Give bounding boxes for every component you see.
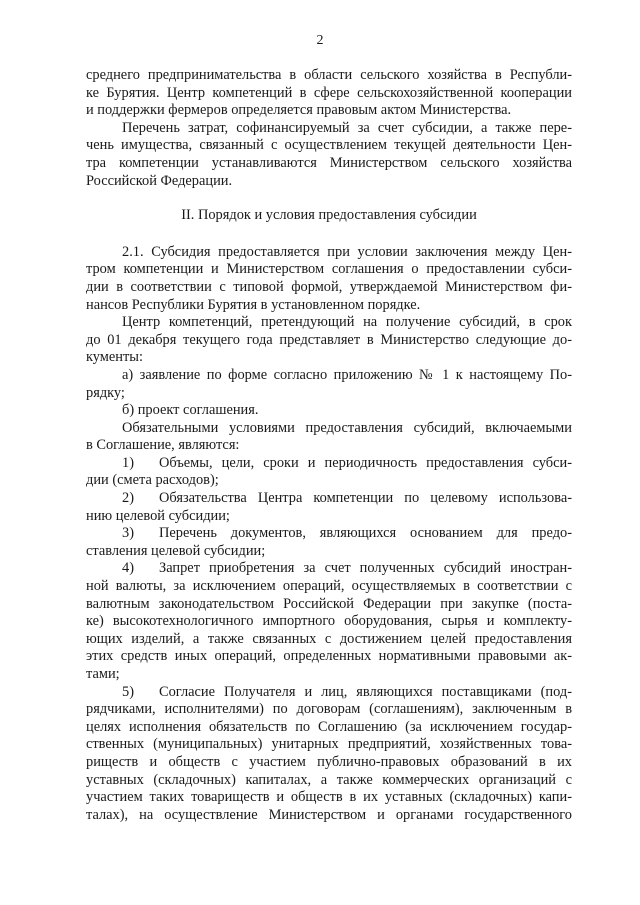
- text-line: рядчиками, исполнителями) по договорам (соглашениям), заключенным в: [86, 701, 572, 718]
- condition-number: 4): [122, 560, 134, 577]
- text-line: б) проект соглашения.: [122, 402, 259, 419]
- text-line: дии (смета расходов);: [86, 472, 219, 489]
- condition-item-5: [86, 684, 572, 825]
- text-line: ственных (муниципальных) унитарных предприятий, хозяйственных това-: [86, 736, 572, 753]
- condition-text: Объемы, цели, сроки и периодичность предоставления субси-: [159, 454, 572, 471]
- paragraph-2-1: [86, 244, 572, 314]
- text-line: целях исполнения обязательств по Соглашению (за исключением государ-: [86, 718, 572, 735]
- condition-number: 3): [122, 525, 134, 542]
- condition-item-1: [86, 455, 572, 490]
- text-line: 2.1. Субсидия предоставляется при условии заключения между Цен-: [122, 243, 572, 260]
- condition-text: Запрет приобретения за счет полученных субсидий иностран-: [159, 560, 572, 577]
- text-line: Центр компетенций, претендующий на получение субсидий, в срок: [122, 314, 572, 331]
- text-line: ной валюты, за исключением операций, осуществляемых в соответствии с: [86, 578, 572, 595]
- page-number: 2: [316, 33, 324, 48]
- intro-paragraph-1: [86, 67, 572, 120]
- text-line: нию целевой субсидии;: [86, 507, 230, 524]
- text-line: Обязательными условиями предоставления субсидий, включаемыми: [122, 419, 572, 436]
- text-line: в Соглашение, являются:: [86, 437, 240, 454]
- text-line: уставных (складочных) капиталах, а также коммерческих организаций с: [86, 771, 572, 788]
- text-line: валютным законодательством Российской Федерации при закупке (поста-: [86, 595, 572, 612]
- text-line: [86, 455, 572, 473]
- text-line: а) заявление по форме согласно приложению № 1 к настоящему По-: [122, 366, 572, 383]
- text-line: [86, 560, 572, 578]
- text-line: риществ и обществ с участием публично-правовых образований в их: [86, 753, 572, 770]
- text-line: кументы:: [86, 349, 143, 366]
- section-heading: II. Порядок и условия предоставления субсидии: [181, 207, 477, 224]
- text-line: ке Бурятия. Центр компетенций в сфере сельскохозяйственной кооперации: [86, 84, 572, 101]
- text-line: талах), на осуществление Министерством и органами государственного: [86, 806, 572, 823]
- paragraph-documents: [86, 314, 572, 367]
- document-body: [86, 67, 572, 824]
- text-line: тром компетенции и Министерством соглашения о предоставлении субси-: [86, 261, 572, 278]
- text-line: участием таких товариществ и обществ в их уставных (складочных) капи-: [86, 789, 572, 806]
- list-item-a: [86, 367, 572, 402]
- condition-text: Перечень документов, являющихся основанием для предо-: [159, 525, 572, 542]
- condition-text: Согласие Получателя и лиц, являющихся поставщиками (под-: [159, 683, 572, 700]
- text-line: Перечень затрат, софинансируемый за счет субсидии, а также пере-: [122, 119, 572, 136]
- text-line: ющих изделий, а также связанных с достижением целей предоставления: [86, 630, 572, 647]
- condition-text: Обязательства Центра компетенции по целевому использова-: [159, 490, 572, 507]
- text-line: ке) высокотехнологичного импортного оборудования, сырья и комплекту-: [86, 613, 572, 630]
- text-line: [86, 490, 572, 508]
- text-line: [86, 525, 572, 543]
- text-line: чень имущества, связанный с осуществлением текущей деятельности Цен-: [86, 137, 572, 154]
- text-line: и поддержки фермеров определяется правовым актом Министерства.: [86, 102, 512, 119]
- text-line: [86, 684, 572, 702]
- list-item-b: [86, 402, 572, 420]
- text-line: тами;: [86, 666, 120, 682]
- condition-number: 1): [122, 454, 134, 471]
- text-line: дии в соответствии с типовой формой, утверждаемой Министерством фи-: [86, 278, 572, 295]
- condition-item-2: [86, 490, 572, 525]
- condition-number: 5): [122, 683, 134, 700]
- condition-item-3: [86, 525, 572, 560]
- text-line: до 01 декабря текущего года представляет в Министерство следующие до-: [86, 331, 572, 348]
- text-line: среднего предпринимательства в области сельского хозяйства в Республи-: [86, 67, 572, 83]
- text-line: нансов Республики Бурятия в установленном порядке.: [86, 296, 421, 313]
- text-line: Российской Федерации.: [86, 172, 233, 189]
- intro-paragraph-2: [86, 120, 572, 190]
- text-line: тра компетенции устанавливаются Министерством сельского хозяйства: [86, 154, 572, 171]
- text-line: этих средств иных операций, определенных нормативными правовыми ак-: [86, 648, 572, 665]
- condition-item-4: [86, 560, 572, 683]
- text-line: ставления целевой субсидии;: [86, 542, 266, 559]
- paragraph-conditions: [86, 420, 572, 455]
- text-line: рядку;: [86, 384, 125, 401]
- condition-number: 2): [122, 490, 134, 507]
